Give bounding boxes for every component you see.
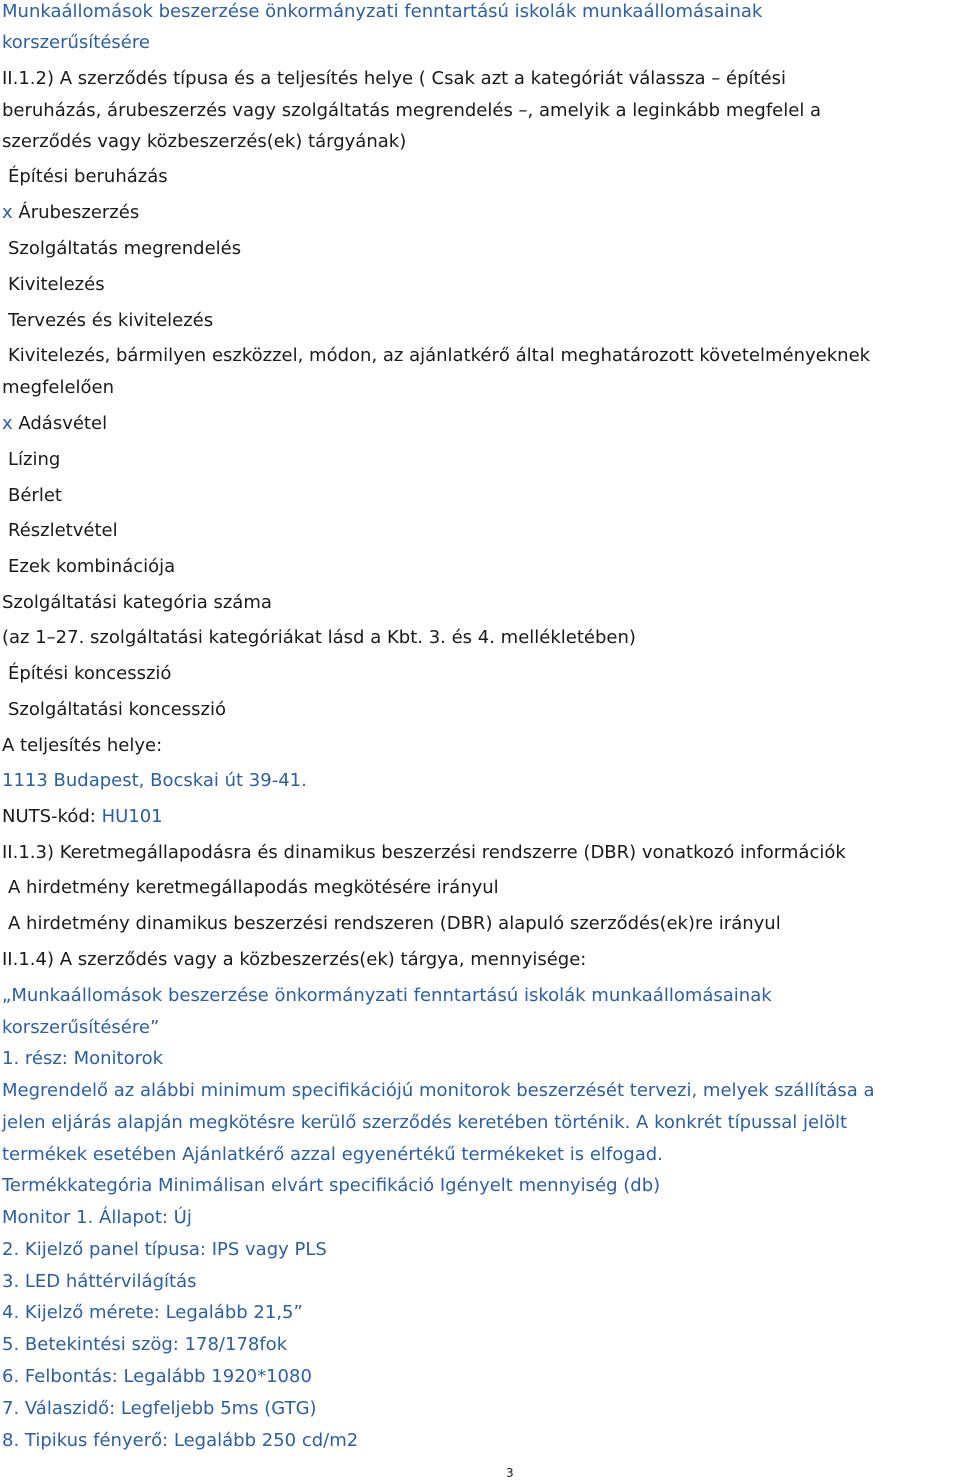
text-line <box>2 1206 192 1230</box>
line-text: A hirdetmény keretmegállapodás megkötésére irányul <box>8 877 499 898</box>
text-line <box>2 1174 660 1198</box>
text-line <box>8 555 175 579</box>
line-text: Szolgáltatási kategória száma <box>2 592 272 613</box>
text-line <box>8 876 499 900</box>
text-line <box>8 698 226 722</box>
line-text: 8. Tipikus fényerő: Legalább 250 cd/m2 <box>2 1430 359 1451</box>
text-line <box>2 1270 196 1294</box>
field-value: HU101 <box>101 806 163 827</box>
text-line <box>2 31 150 55</box>
text-line <box>2 201 139 225</box>
line-text: Megrendelő az alábbi minimum specifikációjú monitorok beszerzését tervezi, melyek szállítása a <box>2 1080 875 1101</box>
text-line <box>2 99 821 123</box>
line-text: 2. Kijelző panel típusa: IPS vagy PLS <box>2 1239 327 1260</box>
text-line <box>8 237 241 261</box>
line-text: Építési beruházás <box>8 166 168 187</box>
text-line <box>2 1111 847 1135</box>
field-label: NUTS-kód: <box>2 806 102 827</box>
line-text: 7. Válaszidő: Legfeljebb 5ms (GTG) <box>2 1398 317 1419</box>
text-line <box>2 769 307 793</box>
text-line <box>2 626 636 650</box>
text-line <box>2 1397 317 1421</box>
line-text: Kivitelezés <box>8 274 105 295</box>
line-text: Építési koncesszió <box>8 663 172 684</box>
text-line <box>2 1143 663 1167</box>
line-text: Tervezés és kivitelezés <box>8 310 214 331</box>
line-text: II.1.4) A szerződés vagy a közbeszerzés(ek) tárgya, mennyisége: <box>2 949 587 970</box>
page-number: 3 <box>506 1466 514 1480</box>
line-text: Bérlet <box>8 485 62 506</box>
line-text: 1. rész: Monitorok <box>2 1048 164 1069</box>
text-line <box>2 412 107 436</box>
line-text: (az 1–27. szolgáltatási kategóriákat lásd a Kbt. 3. és 4. mellékletében) <box>2 627 636 648</box>
text-line <box>2 1079 875 1103</box>
text-line <box>2 1333 287 1357</box>
line-text: „Munkaállomások beszerzése önkormányzati fenntartású iskolák munkaállomásainak <box>2 985 772 1006</box>
line-text: beruházás, árubeszerzés vagy szolgáltatás megrendelés –, amelyik a leginkább megfelel a <box>2 100 822 121</box>
text-line <box>2 841 846 865</box>
line-text: Szolgáltatás megrendelés <box>8 238 242 259</box>
line-text: Kivitelezés, bármilyen eszközzel, módon, az ajánlatkérő által meghatározott követelményeknek <box>8 345 871 366</box>
line-text: Monitor 1. Állapot: Új <box>2 1207 192 1228</box>
line-text: megfelelően <box>2 377 115 398</box>
line-text: Lízing <box>8 449 61 470</box>
text-line <box>8 662 171 686</box>
line-text: korszerűsítésére” <box>2 1017 160 1038</box>
line-text: Ezek kombinációja <box>8 556 176 577</box>
line-text: 5. Betekintési szög: 178/178fok <box>2 1334 288 1355</box>
text-line <box>2 1047 163 1071</box>
text-line <box>2 67 786 91</box>
text-line <box>8 912 781 936</box>
line-text: Részletvétel <box>8 520 118 541</box>
text-line <box>2 1429 358 1453</box>
line-text: jelen eljárás alapján megkötésre kerülő szerződés keretében történik. A konkrét típussal jelölt <box>2 1112 848 1133</box>
line-text: 4. Kijelző mérete: Legalább 21,5” <box>2 1302 303 1323</box>
text-line <box>2 1301 303 1325</box>
text-line <box>2 376 114 400</box>
text-line <box>2 948 586 972</box>
text-line <box>2 1365 312 1389</box>
line-text: II.1.3) Keretmegállapodásra és dinamikus beszerzési rendszerre (DBR) vonatkozó információk <box>2 842 846 863</box>
text-line <box>2 734 162 758</box>
text-line <box>8 448 60 472</box>
checkbox-mark: x <box>2 202 19 223</box>
line-text: 6. Felbontás: Legalább 1920*1080 <box>2 1366 312 1387</box>
text-line <box>2 130 406 154</box>
line-text: termékek esetében Ajánlatkérő azzal egyenértékű termékeket is elfogad. <box>2 1144 663 1165</box>
line-text: Termékkategória Minimálisan elvárt specifikáció Igényelt mennyiség (db) <box>2 1175 661 1196</box>
line-text: 1113 Budapest, Bocskai út 39-41. <box>2 770 307 791</box>
line-text: A teljesítés helye: <box>2 735 163 756</box>
text-line <box>8 165 168 189</box>
line-text: Munkaállomások beszerzése önkormányzati fenntartású iskolák munkaállomásainak <box>2 1 763 22</box>
text-line <box>8 273 105 297</box>
line-text: Adásvétel <box>18 413 108 434</box>
line-text: II.1.2) A szerződés típusa és a teljesítés helye ( Csak azt a kategóriát válassza – építési <box>2 68 787 89</box>
text-line <box>2 1238 327 1262</box>
line-text: Árubeszerzés <box>18 202 140 223</box>
text-line <box>8 344 870 368</box>
text-line <box>2 1016 159 1040</box>
line-text: szerződés vagy közbeszerzés(ek) tárgyának) <box>2 131 407 152</box>
text-line <box>8 309 213 333</box>
checkbox-mark: x <box>2 413 19 434</box>
text-line <box>2 591 272 615</box>
line-text: 3. LED háttérvilágítás <box>2 1271 197 1292</box>
text-line <box>2 805 163 829</box>
text-line <box>2 984 772 1008</box>
line-text: A hirdetmény dinamikus beszerzési rendszeren (DBR) alapuló szerződés(ek)re irányul <box>8 913 781 934</box>
text-line <box>2 0 762 24</box>
text-line <box>8 519 118 543</box>
line-text: Szolgáltatási koncesszió <box>8 699 227 720</box>
line-text: korszerűsítésére <box>2 32 150 53</box>
text-line <box>8 484 62 508</box>
